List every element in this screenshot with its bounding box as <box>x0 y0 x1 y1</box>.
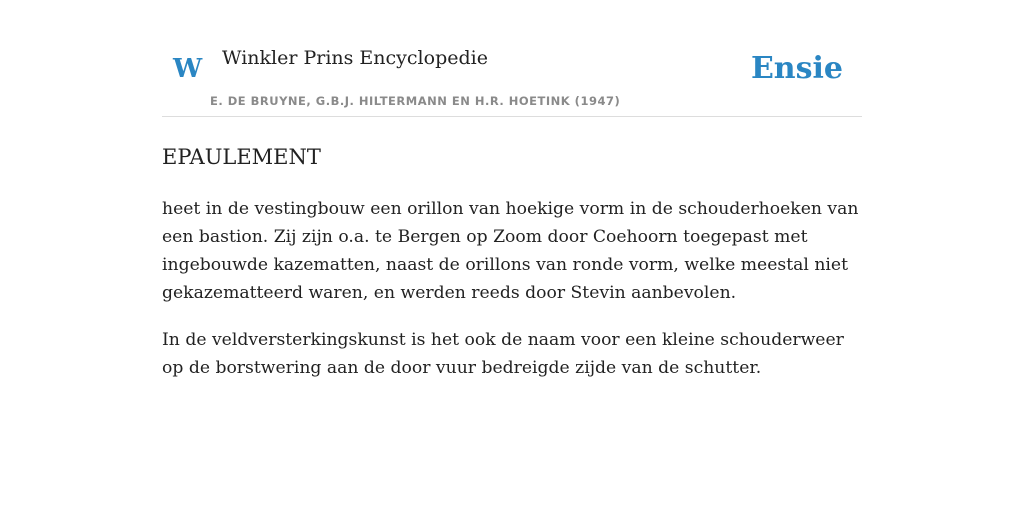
entry-title: EPAULEMENT <box>162 145 321 169</box>
page-container <box>162 0 862 382</box>
publication-authors: E. DE BRUYNE, G.B.J. HILTERMANN EN H.R. HOETINK (1947) <box>210 94 621 108</box>
publication-logo[interactable]: W <box>173 54 203 84</box>
ensie-logo-link[interactable]: Ensie <box>750 51 843 86</box>
header <box>162 0 862 117</box>
publication-title[interactable]: Winkler Prins Encyclopedie <box>222 47 488 69</box>
entry-paragraph: heet in de vestingbouw een orillon van hoekige vorm in de schouderhoeken van een bastion. Zij zijn o.a. te Bergen op Zoom door Coehoorn toegepast met ingebouwde kazematten, naast de orillons van ronde vorm, welke meestal niet gekazematteerd waren, en werden reeds door Stevin aanbevolen. <box>162 199 859 303</box>
entry-paragraph: In de veldversterkingskunst is het ook de naam voor een kleine schouderweer op de borstwering aan de door vuur bedreigde zijde van de schutter. <box>162 330 844 378</box>
